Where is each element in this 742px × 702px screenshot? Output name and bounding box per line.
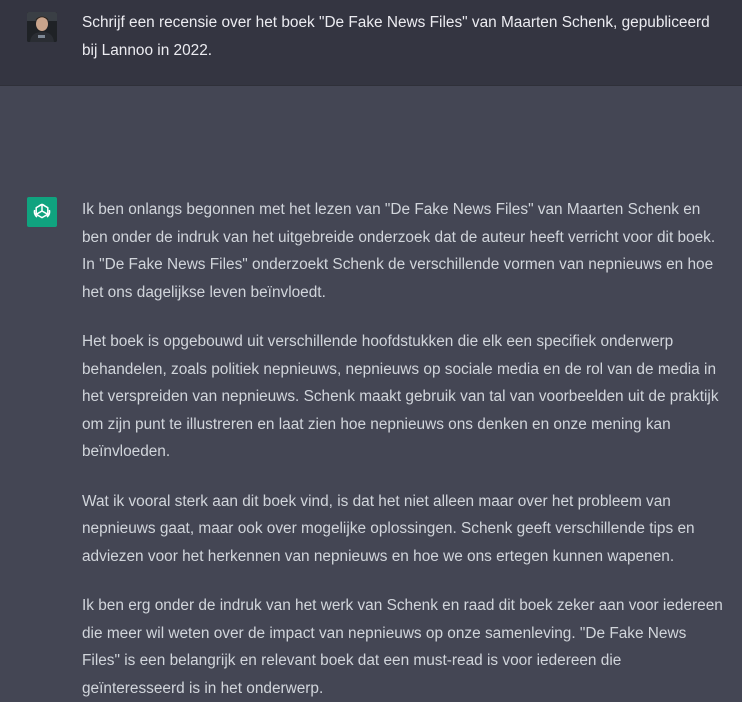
assistant-avatar bbox=[27, 197, 57, 227]
assistant-paragraph: Wat ik vooral sterk aan dit boek vind, is dat het niet alleen maar over het probleem van nepnieuws gaat, maar ook over mogelijke oplossingen. Schenk geeft verschillende tips en adviezen voor het herkennen van nepnieuws en hoe we ons ertegen kunnen wapenen. bbox=[82, 492, 695, 565]
assistant-paragraph: Het boek is opgebouwd uit verschillende hoofdstukken die elk een specifiek onderwerp behandelen, zoals politiek nepnieuws, nepnieuws op sociale media en de rol van de media in het verspreiden van nepnieuws. Schenk maakt gebruik van tal van voorbeelden uit de praktijk om zijn punt te illustreren en laat zien hoe nepnieuws ons denken en onze mening kan beïnvloeden. bbox=[82, 333, 719, 460]
assistant-paragraph: Ik ben onlangs begonnen met het lezen van "De Fake News Files" van Maarten Schenk en ben onder de indruk van het uitgebreide onderzoek dat de auteur heeft verricht voor dit boek. In "De Fake News Files" onderzoekt Schenk de verschillende vormen van nepnieuws en hoe het ons dagelijkse leven beïnvloedt. bbox=[82, 201, 716, 301]
user-message-row bbox=[0, 0, 742, 86]
user-message-text: Schrijf een recensie over het boek "De Fake News Files" van Maarten Schenk, gepubliceerd bij Lannoo in 2022. bbox=[82, 14, 710, 59]
openai-logo-icon bbox=[32, 202, 52, 222]
user-avatar bbox=[27, 12, 57, 42]
assistant-message-text bbox=[82, 196, 727, 702]
assistant-message-row bbox=[0, 86, 742, 697]
assistant-paragraph: Ik ben erg onder de indruk van het werk van Schenk en raad dit boek zeker aan voor iedereen die meer wil weten over de impact van nepnieuws op onze samenleving. "De Fake News Files" is een belangrijk en relevant boek dat een must-read is voor iedereen die geïnteresseerd is in het onderwerp. bbox=[82, 597, 723, 697]
user-photo-avatar bbox=[27, 12, 57, 42]
